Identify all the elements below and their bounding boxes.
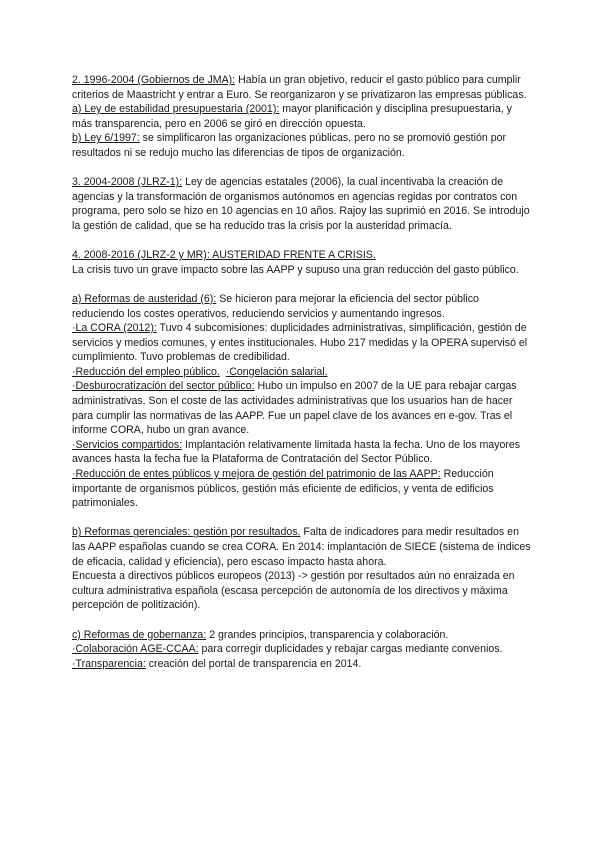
reformas-gerenciales-label: b) Reformas gerenciales: gestión por resultados.	[72, 526, 301, 539]
item-servicios-text: Implantación relativamente limitada hasta la fecha. Uno de los mayores avances hasta la fecha fue la Plataforma de Contratación del Sector Público.	[72, 438, 521, 466]
item-ley-6-1997-text: se simplificaron las organizaciones públicas, pero no se promovió gestión por resultados ni se redujo mucho las diferencias de tipos de organización.	[72, 132, 506, 159]
document-page	[72, 73, 532, 671]
item-colaboracion	[72, 642, 532, 657]
item-colaboracion-label: ·Colaboración AGE-CCAA:	[72, 643, 199, 656]
item-colaboracion-text: para corregir duplicidades y rebajar cargas mediante convenios.	[198, 643, 503, 656]
item-ley-6-1997-label: b) Ley 6/1997:	[72, 132, 140, 145]
text-section-3: Ley de agencias estatales (2006), la cual incentivaba la creación de agencias y la transformación de organismos autónomos en agencias regidas por contratos con programa, pero solo se hizo en 10 agencias en 10 años. Rajoy las suprimió en 2016. Se introdujo la gestión de calidad, que se ha reducido tras la crisis por la austeridad primacía.	[72, 176, 530, 232]
item-desburocratizacion-text: Hubo un impulso en 2007 de la UE para rebajar cargas administrativas. Son el coste de las actividades administrativas que los usuarios han de hacer para cumplir las normativas de las AAPP. Fue un papel clave de los avances en e-gov. Tras el informe CORA, hubo un gran avance.	[72, 380, 517, 437]
item-desburocratizacion-label: ·Desburocratización del sector público:	[72, 380, 255, 393]
spacer	[72, 511, 532, 526]
reformas-austeridad-label: a) Reformas de austeridad (6):	[72, 292, 217, 305]
item-ley-estabilidad	[72, 102, 532, 131]
item-entes-label: ·Reducción de entes públicos y mejora de gestión del patrimonio de las AAPP:	[72, 468, 441, 481]
item-salarial-label: ·Congelación salarial.	[225, 365, 328, 378]
paragraph-reformas-gobernanza	[72, 628, 532, 643]
paragraph-section-2	[72, 73, 532, 102]
spacer	[72, 277, 532, 292]
reformas-gerenciales-text: Falta de indicadores para medir resultados en las AAPP españolas cuando se crea CORA. En 2014: implantación de SIECE (sistema de índices de eficacia, calidad y eficiencia), pero escaso impacto hasta ahora.	[72, 526, 531, 568]
paragraph-encuesta: Encuesta a directivos públicos europeos (2013) -> gestión por resultados aún no enraizada en cultura administrativa española (escasa percepción de autonomía de los directivos y máxima percepción de politización).	[72, 570, 515, 612]
item-cora-label: ·La CORA (2012):	[72, 322, 157, 335]
paragraph-reformas-gerenciales	[72, 525, 532, 569]
reformas-austeridad-text: Se hicieron para mejorar la eficiencia del sector público reduciendo los costes operativos, reduciendo servicios y aumentando ingresos.	[72, 292, 479, 320]
item-ley-estabilidad-text: mayor planificación y disciplina presupuestaria, y más transparencia, pero en 2006 se giró en dirección opuesta.	[72, 103, 512, 130]
item-reduccion-entes	[72, 467, 532, 511]
paragraph-section-3	[72, 175, 532, 233]
item-cora	[72, 321, 532, 365]
item-desburocratizacion	[72, 379, 532, 437]
text-section-2: Había un gran objetivo, reducir el gasto público para cumplir criterios de Maastricht y entrar a Euro. Se reorganizaron y se privatizaron las empresas públicas.	[72, 74, 527, 101]
reformas-gobernanza-text: 2 grandes principios, transparencia y colaboración.	[206, 628, 449, 641]
reformas-gobernanza-label: c) Reformas de gobernanza:	[72, 628, 207, 641]
item-ley-estabilidad-label: a) Ley de estabilidad presupuestaria (2001):	[72, 103, 280, 116]
spacer	[72, 613, 532, 628]
item-servicios-compartidos	[72, 438, 532, 467]
heading-section-4: 4. 2008-2016 (JLRZ-2 y MR): AUSTERIDAD FRENTE A CRISIS.	[72, 249, 376, 262]
item-transparencia	[72, 657, 532, 672]
item-cora-text: Tuvo 4 subcomisiones: duplicidades administrativas, simplificación, gestión de servicios y medios comunes, y entes institucionales. Hubo 217 medidas y la OPERA supervisó el cumplimiento. Tuvo problemas de credibilidad.	[72, 322, 528, 364]
paragraph-reformas-austeridad	[72, 292, 532, 321]
spacer	[72, 234, 532, 249]
item-empleo-salarial	[72, 365, 532, 380]
item-entes-text: Reducción importante de organismos públicos, gestión más eficiente de edificios, y venta de edificios patrimoniales.	[72, 468, 494, 510]
item-ley-6-1997	[72, 131, 532, 160]
heading-section-3: 3. 2004-2008 (JLRZ-1):	[72, 176, 183, 189]
item-transparencia-text: creación del portal de transparencia en 2014.	[145, 657, 362, 670]
item-servicios-label: ·Servicios compartidos:	[72, 438, 183, 451]
item-transparencia-label: ·Transparencia:	[72, 657, 146, 670]
spacer	[72, 161, 532, 176]
item-empleo-label: ·Reducción del empleo público.	[72, 365, 220, 378]
text-section-4: La crisis tuvo un grave impacto sobre las AAPP y supuso una gran reducción del gasto público.	[72, 263, 519, 276]
heading-section-2: 2. 1996-2004 (Gobiernos de JMA):	[72, 74, 236, 86]
